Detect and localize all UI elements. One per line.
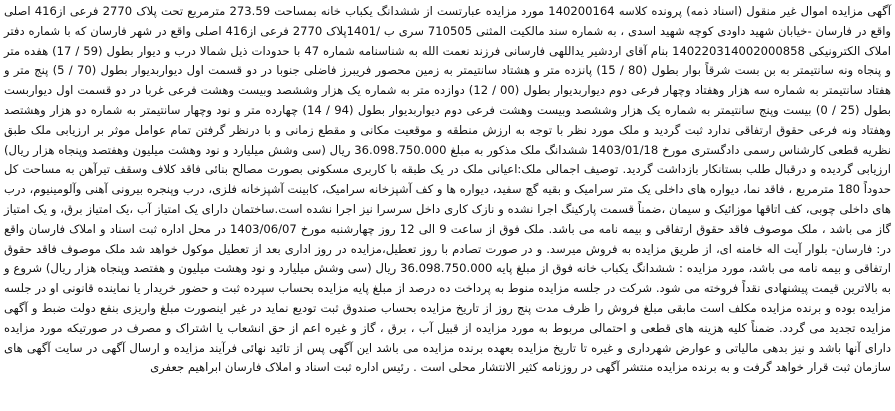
notice-body-text: آگهی مزایده اموال غیر منقول (اسناد ذمه) پرونده کلاسه 140200164 مورد مزایده عبارتست از ششدانگ یکباب خانه بمساحت 273.59 مترمربع تحت پلاک 2770 فرعی از416 اصلی واقع در فارسان -خیابان شهید داودی کوچه شهید اسدی ، به شماره سند مالکیت المثنی 710505 سری ب /1401پلاک 2770 فرعی از416 اصلی واقع در شهر فارسان که با شماره دفتر املاک الکترونیکی 140220314002000858 بنام آقای اردشیر یداللهی فارسانی فرزند نعمت الله به شناسنامه شماره 47 با حدودات ذیل شمالا درب و دیوار بطول (59 / 17) هفده متر و پنجاه ونه سانتیمتر به بن بست شرقاً بوار بطول (80 / 15) پانزده متر و هشتاد سانتیمتر به زمین محصور فریبرز فاضلی جنوبا در دو قسمت اول دیواربدیوار بطول (70 / 5) پنج متر و هفتاد سانتیمتر به شماره سه هزار وهفتاد وچهار فرعی دوم دیواربدیوار بطول (00 / 12) دوازده متر به شماره یک هزار وششصد وبیست وهشت فرعی غربا در دو قسمت اول دیواربست بطول (25 / 0) بیست وپنج سانتیمتر به شماره یک هزار وششصد وبیست وهشت فرعی دوم دیواربدیوار بطول (94 / 14) چهارده متر و نود وچهار سانتیمتر به شماره دو هزار وهشتصد وهفتاد ونه فرعی حقوق ارتفاقی ندارد ثبت گردید و ملک مورد نظر با توجه به ارزش منطقه و موقعیت مکانی و مقطع زمانی و با درنظر گرفتن تمام عوامل موثر بر ارزیابی ملک طبق نظریه قطعی کارشناس رسمی دادگستری مورخ 1403/01/18 ششدانگ ملک مذکور به مبلغ 36.098.750.000 ریال (سی وشش میلیارد و نود وهشت میلیون وهفتصد وپنجاه هزار ریال) ارزیابی گردیده و درقبال طلب بستانکار بازداشت گردید. توصیف اجمالی ملک:اعیانی ملک در یک طبقه با کاربری مسکونی بصورت مصالح بنائی فاقد کلاف وسقف تیرآهن به مساحت کل حدوداً 180 مترمربع ، فاقد نما، دیواره های داخلی یک متر سرامیک و بقیه گچ سفید، دیواره ها و کف آشپزخانه سرامیک، کابینت آشپزخانه فلزی، درب وپنجره بیرونی آهنی وآلومینیوم، درب های داخلی چوبی، کف اتاقها موزائیک و سیمان ،ضمناً قسمت پارکینگ اجرا نشده و نازک کاری داخل سرسرا نیز اجرا نشده است.ساختمان دارای یک امتیاز آب ،یک امتیاز برق، و یک امتیاز گاز می باشد ، ملک موصوف فاقد حقوق ارتفاقی و بیمه نامه می باشد. ملک فوق از ساعت 9 الی 12 روز چهارشنبه مورخ 1403/06/07 در محل اداره ثبت اسناد و املاک فارسان واقع در: فارسان- بلوار آیت اله خامنه ای، از طریق مزایده به فروش میرسد. و در صورت تصادم با روز تعطیل،مزایده در روز اداری بعد از تعطیل موکول خواهد شد ملک موصوف فاقد حقوق ارتفاقی و بیمه نامه می باشد، مورد مزایده : ششدانگ یکباب خانه فوق از مبلغ پایه 36.098.750.000 ریال (سی وشش میلیارد و نود وهشت میلیون و هفتصد وپنجاه هزار ریال) شروع و به بالاترین قیمت پیشنهادی نقداً فروخته می شود. شرکت در جلسه مزایده منوط به پرداخت ده درصد از مبلغ پایه مزایده بحساب سپرده ثبت و حضور خریدار یا نماینده قانونی او در جلسه مزایده بوده و برنده مزایده مکلف است مابقی مبلغ فروش را ظرف مدت پنج روز از تاریخ مزایده بحساب صندوق ثبت تودیع نماید در غیر اینصورت مبلغ واریزی بنفع دولت ضبط و آگهی مزایده تجدید می گردد. ضمناً کلیه هزینه های قطعی و احتمالی مربوط به مورد مزایده از قبیل آب ، برق ، گاز و غیره اعم از حق انشعاب یا اشتراک و مصرف در صورتیکه مورد مزایده دارای آنها باشد و نیز بدهی مالیاتی و عوارض شهرداری و غیره تا تاریخ مزایده بعهده برنده مزایده می باشد این آگهی پس از تائید نهائی فرآیند مزایده و ارسال آگهی در سایت آگهی های سازمان ثبت قرار خواهد گرفت و به برنده مزایده منتشر آگهی در روزنامه کثیر الانتشار محلی است . رئیس اداره ثبت اسناد و املاک فارسان ابراهیم جعفری	[4, 4, 892, 375]
